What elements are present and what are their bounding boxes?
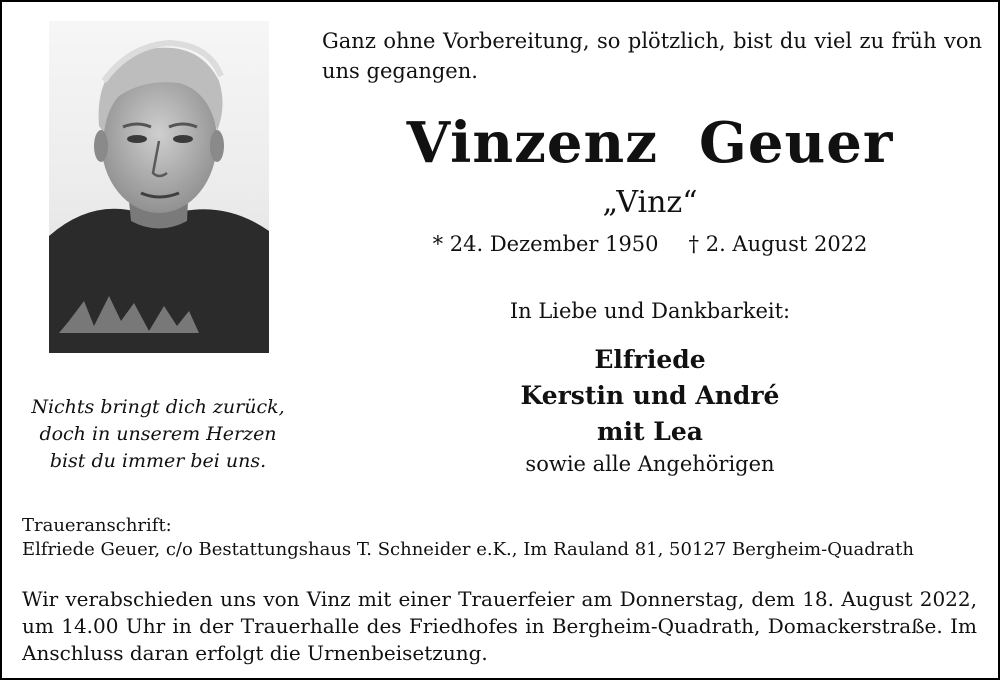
mourning-address: Elfriede Geuer, c/o Bestattungshaus T. Schneider e.K., Im Rauland 81, 50127 Bergheim-Quadrath [22,539,914,560]
intro-text: Ganz ohne Vorbereitung, so plötzlich, bist du viel zu früh von uns gegangen. [322,29,982,83]
portrait-photo [49,21,269,353]
deceased-name: Vinzenz Geuer [406,110,894,176]
mourner-line: Kerstin und André [520,381,780,410]
mourner-line: Elfriede [594,345,706,374]
nickname: „Vinz“ [602,185,698,220]
ceremony-text: Wir verabschieden uns von Vinz mit einer Trauerfeier am Donnerstag, dem 18. August 2022, um 14.00 Uhr in der Trauerhalle des Friedhofes in Bergheim-Quadrath, Domackerstraße. Im Anschluss daran erfolgt die Urnenbeisetzung. [22,587,977,665]
relatives: sowie alle Angehörigen [525,452,775,476]
portrait-illustration [49,21,269,353]
mourner-line: mit Lea [597,417,703,446]
memorial-quote [18,394,298,475]
address-label: Traueranschrift: [22,515,172,536]
life-dates [400,229,900,259]
quote-line: doch in unserem Herzen [39,423,277,445]
quote-line: Nichts bringt dich zurück, [31,396,285,418]
death-date: † 2. August 2022 [688,232,868,256]
dedication: In Liebe und Dankbarkeit: [509,299,791,323]
quote-line: bist du immer bei uns. [49,450,267,472]
mourners-list [400,342,900,450]
birth-date: * 24. Dezember 1950 [432,232,659,256]
